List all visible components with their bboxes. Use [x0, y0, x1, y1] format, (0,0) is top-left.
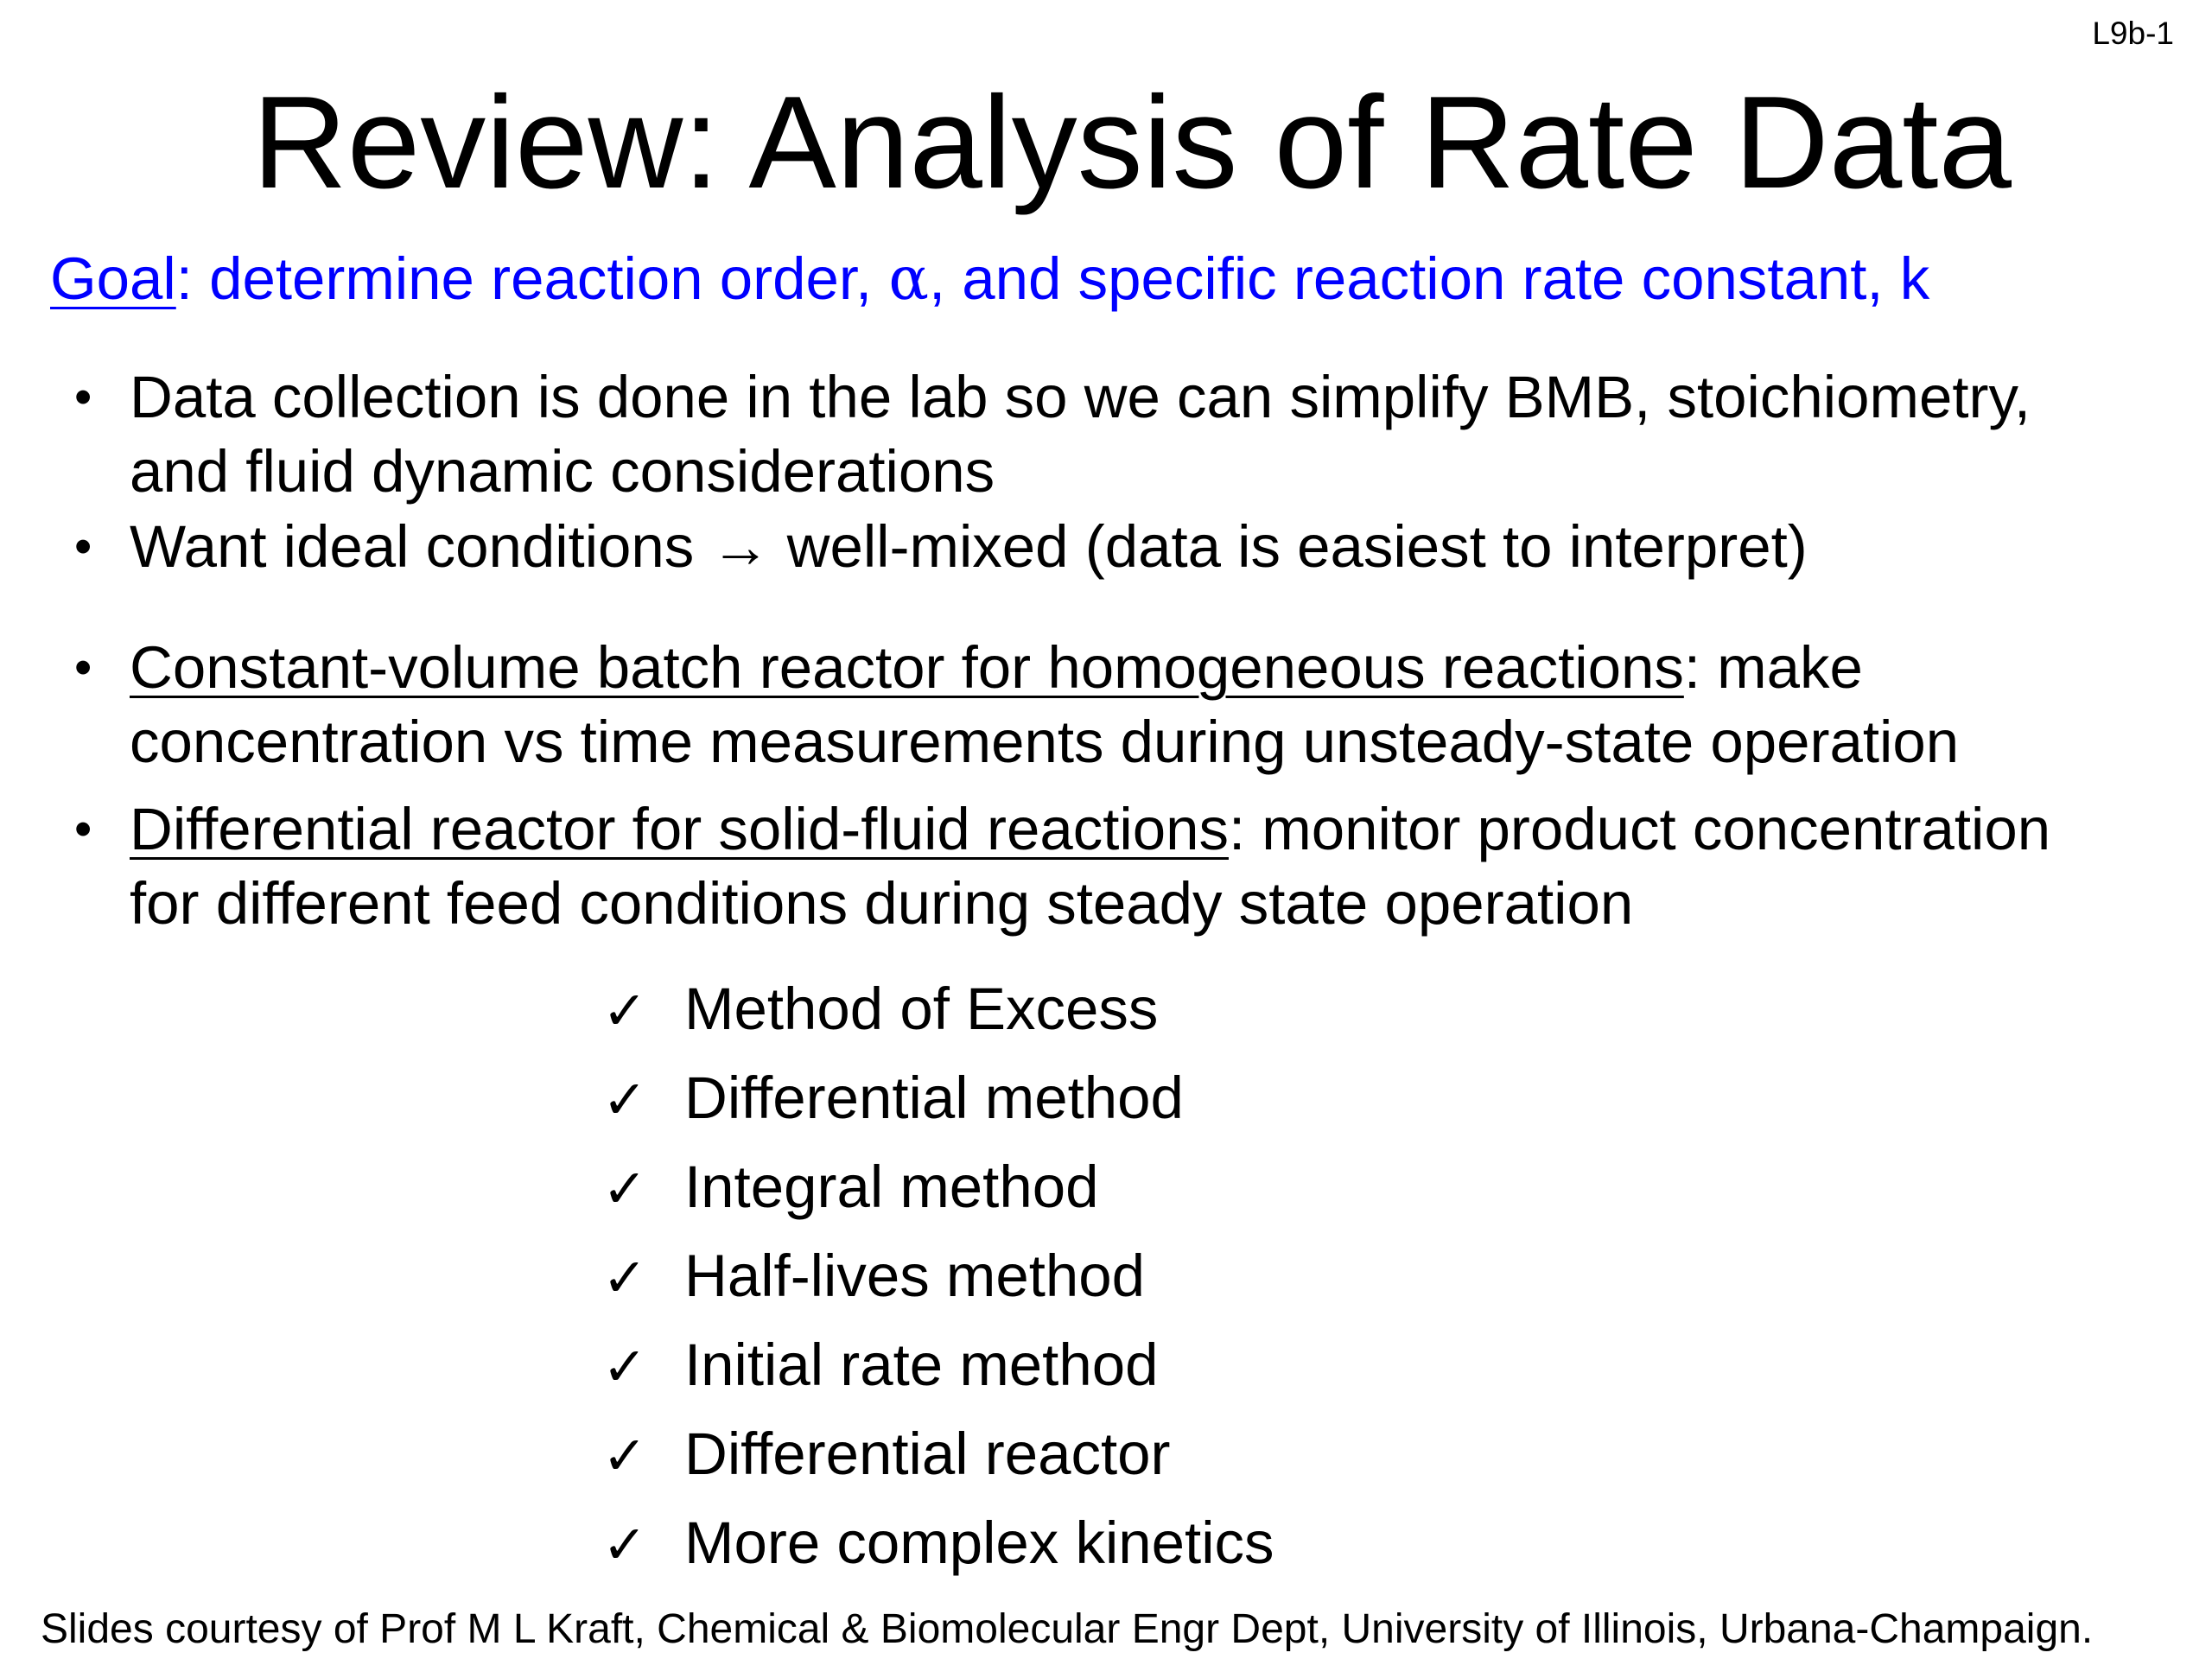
checklist-item-label: Integral method [684, 1154, 1099, 1220]
bullet-item-data-collection [74, 360, 2169, 509]
checklist-item [602, 975, 1158, 1046]
bullet-item-batch-reactor [74, 631, 2169, 779]
bullet-line [130, 792, 2169, 867]
checklist-item [602, 1064, 1184, 1135]
bullet-dot-icon: • [74, 801, 92, 857]
checklist-item-label: Initial rate method [684, 1332, 1159, 1398]
checkmark-icon: ✓ [602, 1246, 647, 1309]
bullet-item-ideal-conditions [74, 510, 2169, 584]
bullet-dot-icon: • [74, 639, 92, 696]
goal-label: Goal [50, 245, 176, 312]
checkmark-icon: ✓ [602, 1335, 647, 1398]
bullet-line: for different feed conditions during steady state operation [130, 870, 1634, 937]
goal-text-before: : determine reaction order, [175, 245, 889, 312]
checkmark-icon: ✓ [602, 1513, 647, 1576]
bullet-line: concentration vs time measurements during unsteady-state operation [130, 709, 1960, 775]
checklist-item [602, 1331, 1158, 1402]
bullet-item-differential-reactor [74, 792, 2169, 941]
checklist-item-label: Differential reactor [684, 1421, 1171, 1487]
checklist-item-label: Half-lives method [684, 1243, 1146, 1309]
goal-statement [50, 245, 1929, 314]
checkmark-icon: ✓ [602, 1068, 647, 1131]
checklist-item [602, 1153, 1098, 1224]
page-title: Review: Analysis of Rate Data [251, 69, 2012, 216]
bullet-heading: Constant-volume batch reactor for homogeneous reactions [130, 634, 1684, 701]
goal-text-after: , and specific reaction rate constant, k [928, 245, 1930, 312]
bullet-line: Want ideal conditions → well-mixed (data is easiest to interpret) [130, 513, 1808, 580]
checklist-item [602, 1509, 1274, 1580]
bullet-text: : monitor product concentration [1228, 796, 2051, 862]
checklist-item-label: Differential method [684, 1065, 1184, 1131]
bullet-heading: Differential reactor for solid-fluid reactions [130, 796, 1229, 862]
bullet-dot-icon: • [74, 369, 92, 425]
checklist-item [602, 1242, 1145, 1313]
slide-number: L9b-1 [2092, 16, 2174, 51]
bullet-line: and fluid dynamic considerations [130, 438, 995, 505]
bullet-line: Data collection is done in the lab so we can simplify BMB, stoichiometry, [130, 364, 2031, 430]
bullet-text: : make [1683, 634, 1863, 701]
footer-credit: Slides courtesy of Prof M L Kraft, Chemical & Biomolecular Engr Dept, University of Illinois, Urbana-Champaign. [41, 1606, 2094, 1652]
checklist-item-label: More complex kinetics [684, 1510, 1274, 1576]
checkmark-icon: ✓ [602, 1157, 647, 1220]
bullet-line [130, 631, 2169, 705]
checklist-item-label: Method of Excess [684, 976, 1159, 1042]
checkmark-icon: ✓ [602, 1424, 647, 1487]
checklist-item [602, 1420, 1170, 1491]
bullet-dot-icon: • [74, 518, 92, 575]
checkmark-icon: ✓ [602, 979, 647, 1042]
alpha-symbol: α [888, 245, 929, 314]
